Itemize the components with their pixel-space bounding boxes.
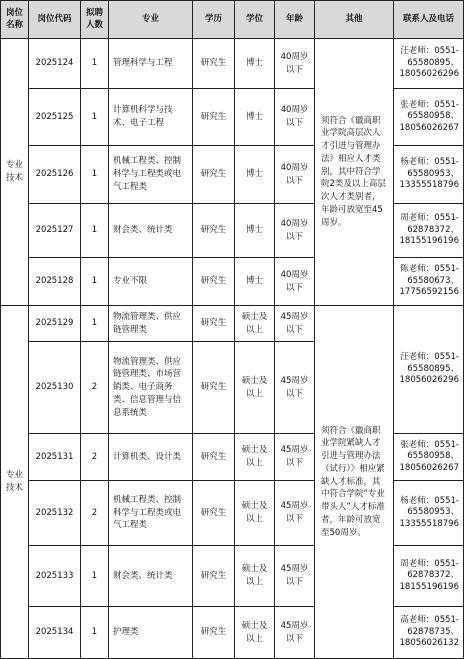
post-code-cell-text: 2025126 [35,169,74,180]
age-cell-text: 40周岁 以下 [280,162,309,186]
degree-cell-text: 硕士及 以上 [241,620,268,644]
education-cell-text: 研究生 [200,58,227,69]
major-cell [109,434,193,481]
major-cell-text: 机械工程类、控制科学与工程类或电气工程类 [113,156,182,192]
major-cell [109,546,193,607]
table-row [1,39,464,89]
education-cell-text: 研究生 [200,318,227,329]
major-cell [109,89,193,146]
post-code-cell [29,546,81,607]
quota-cell-text: 1 [91,318,98,329]
table-row [1,204,464,258]
education-cell-text: 研究生 [200,570,227,581]
quota-cell-text: 1 [91,58,98,69]
age-cell-text: 40周岁 以下 [280,218,309,242]
post-code-cell-text: 2025125 [35,111,74,122]
age-cell-text: 40周岁 以下 [280,105,309,128]
age-cell-text: 40周岁 以下 [280,51,309,75]
quota-cell [81,434,109,481]
quota-cell-text: 1 [91,276,98,287]
table-row [1,546,464,607]
degree-cell [235,204,275,258]
contact-cell [394,258,464,306]
contact-cell [394,204,464,258]
major-cell [109,204,193,258]
contact-cell [394,546,464,607]
major-cell-text: 财会类、统计类 [113,225,173,236]
contact-cell [394,607,464,659]
education-cell-text: 研究生 [200,507,227,518]
header-row [1,1,464,39]
education-cell [193,434,235,481]
education-cell [193,146,235,204]
degree-cell [235,546,275,607]
major-cell-text: 护理类 [113,627,139,638]
header-age: 年龄 [275,1,315,39]
contact-cell [394,39,464,89]
contact-cell-text: 汪老师：0551- 65580895、 18056026296 [399,352,459,386]
contact-cell [394,434,464,481]
table-row [1,258,464,306]
education-cell-text: 研究生 [200,169,227,180]
degree-cell [235,607,275,659]
contact-cell-text: 周老师：0551- 62878372、 18155196196 [399,558,459,592]
major-cell [109,342,193,434]
contact-cell [394,306,464,434]
degree-cell-text: 硕士及 以上 [241,445,268,468]
contact-cell-text: 周老师：0551- 62878372、 18155196196 [399,213,459,247]
education-cell [193,39,235,89]
quota-cell-text: 1 [91,627,98,638]
other-requirements-cell [315,39,394,306]
age-cell [275,481,315,546]
post-code-cell [29,434,81,481]
post-code-cell-text: 2025134 [35,627,74,638]
header-other: 其他 [315,1,394,39]
major-cell [109,258,193,306]
post-code-cell-text: 2025133 [35,570,74,581]
major-cell [109,306,193,342]
quota-cell-text: 2 [91,451,98,462]
table-row [1,481,464,546]
other-requirements-cell-text: 须符合《徽商职业学院紧缺人才引进与管理办法（试行）》相应紧缺人才标准，其中符合学院“专业带头人”人才标准者，年龄可放宽至50周岁。 [321,425,385,538]
major-cell [109,146,193,204]
quota-cell [81,306,109,342]
quota-cell [81,481,109,546]
major-cell-text: 计算机科学与技术、电子工程 [113,105,173,128]
quota-cell [81,204,109,258]
major-cell [109,39,193,89]
post-code-cell [29,89,81,146]
education-cell-text: 研究生 [200,276,227,287]
education-cell [193,342,235,434]
major-cell-text: 计算机类、设计类 [113,451,182,462]
post-name-cell [1,39,29,306]
post-code-cell [29,342,81,434]
education-cell-text: 研究生 [200,225,227,236]
header-contact: 联系人及电话 [394,1,464,39]
post-name-cell-text: 专业 技术 [5,160,23,183]
header-post-name: 岗位 名称 [1,1,29,39]
quota-cell [81,258,109,306]
contact-cell-text: 汪老师：0551- 65580895、 18056026296 [399,46,459,80]
header-degree: 学位 [235,1,275,39]
age-cell-text: 45周岁 以下 [280,375,309,399]
contact-cell-text: 张老师：0551- 65580958、 18056026267 [399,99,459,133]
degree-cell [235,342,275,434]
age-cell [275,89,315,146]
post-code-cell [29,481,81,546]
contact-cell-text: 杨老师：0551- 65580953、 13355518796 [399,495,459,529]
quota-cell-text: 1 [91,570,98,581]
education-cell [193,607,235,659]
degree-cell-text: 硕士及 以上 [241,501,268,524]
age-cell [275,39,315,89]
education-cell [193,258,235,306]
post-code-cell [29,204,81,258]
major-cell-text: 财会类、统计类 [113,570,173,581]
age-cell-text: 45周岁 以下 [280,564,309,587]
degree-cell-text: 硕士及 以上 [241,375,268,399]
quota-cell-text: 2 [91,382,98,393]
degree-cell [235,146,275,204]
degree-cell [235,481,275,546]
major-cell-text: 管理科学与工程 [113,58,173,69]
post-code-cell-text: 2025131 [35,451,74,462]
major-cell-text: 物流管理类、供应链管理类、市场营销类、电子商务类、信息管理与信息系统类 [113,356,182,418]
major-cell-text: 物流管理类、供应链管理类 [113,311,182,335]
degree-cell-text: 硕士及 以上 [241,311,268,335]
degree-cell-text: 博士 [245,225,263,236]
post-code-cell [29,306,81,342]
quota-cell-text: 2 [91,507,98,518]
header-major: 专业 [109,1,193,39]
quota-cell [81,39,109,89]
post-code-cell-text: 2025132 [35,507,74,518]
contact-cell [394,89,464,146]
table-row [1,89,464,146]
post-code-cell-text: 2025130 [35,382,74,393]
table-row [1,607,464,659]
degree-cell-text: 博士 [245,58,263,69]
age-cell [275,204,315,258]
major-cell [109,607,193,659]
post-code-cell-text: 2025124 [35,58,74,69]
degree-cell-text: 硕士及 以上 [241,564,268,587]
contact-cell [394,146,464,204]
education-cell-text: 研究生 [200,382,227,393]
age-cell [275,306,315,342]
education-cell-text: 研究生 [200,451,227,462]
age-cell [275,434,315,481]
other-requirements-cell [315,306,394,659]
quota-cell-text: 1 [91,111,98,122]
age-cell [275,342,315,434]
degree-cell [235,39,275,89]
contact-cell-text: 陈老师：0551- 65580673、 17756592156 [399,264,459,298]
education-cell [193,481,235,546]
age-cell [275,146,315,204]
quota-cell [81,89,109,146]
header-education: 学历 [193,1,235,39]
age-cell-text: 40周岁 以下 [280,269,309,293]
age-cell [275,607,315,659]
education-cell [193,306,235,342]
degree-cell [235,306,275,342]
quota-cell [81,146,109,204]
quota-cell-text: 1 [91,169,98,180]
degree-cell-text: 博士 [245,276,263,287]
quota-cell [81,342,109,434]
post-code-cell [29,39,81,89]
age-cell-text: 45周岁 以下 [280,445,309,468]
post-code-cell [29,607,81,659]
contact-cell-text: 杨老师：0551- 65580953、 13355518796 [399,157,459,191]
degree-cell-text: 博士 [245,111,263,122]
quota-cell-text: 1 [91,225,98,236]
table-row [1,306,464,342]
post-code-cell-text: 2025128 [35,276,74,287]
degree-cell-text: 博士 [245,169,263,180]
age-cell-text: 45周岁 以下 [280,501,309,524]
education-cell-text: 研究生 [200,111,227,122]
table-body [1,1,464,659]
header-quota: 拟聘 人数 [81,1,109,39]
education-cell [193,204,235,258]
post-name-cell [1,306,29,659]
major-cell-text: 机械工程类、控制科学与工程类或电气工程类 [113,494,182,531]
post-code-cell-text: 2025129 [35,318,74,329]
degree-cell [235,258,275,306]
age-cell-text: 45周岁 以下 [280,311,309,335]
education-cell-text: 研究生 [200,627,227,638]
other-requirements-cell-text: 须符合《徽商职业学院高层次人才引进与管理办法》相应人才类别，其中符合学院2类及以上高层次人才类别者，年龄可放宽至45周岁。 [321,115,386,228]
contact-cell-text: 高老师：0551- 62878735、 18056026132 [399,615,459,649]
quota-cell [81,546,109,607]
header-post-code: 岗位代码 [29,1,81,39]
education-cell [193,546,235,607]
degree-cell [235,89,275,146]
degree-cell [235,434,275,481]
post-code-cell [29,146,81,204]
table-row [1,146,464,204]
quota-cell [81,607,109,659]
post-code-cell [29,258,81,306]
post-name-cell-text: 专业 技术 [5,470,23,493]
major-cell-text: 专业不限 [113,276,148,287]
contact-cell [394,481,464,546]
age-cell [275,258,315,306]
age-cell [275,546,315,607]
age-cell-text: 45周岁 以下 [280,620,309,644]
contact-cell-text: 张老师：0551- 65580958、 18056026267 [399,439,459,473]
post-code-cell-text: 2025127 [35,225,74,236]
education-cell [193,89,235,146]
major-cell [109,481,193,546]
table-row [1,434,464,481]
